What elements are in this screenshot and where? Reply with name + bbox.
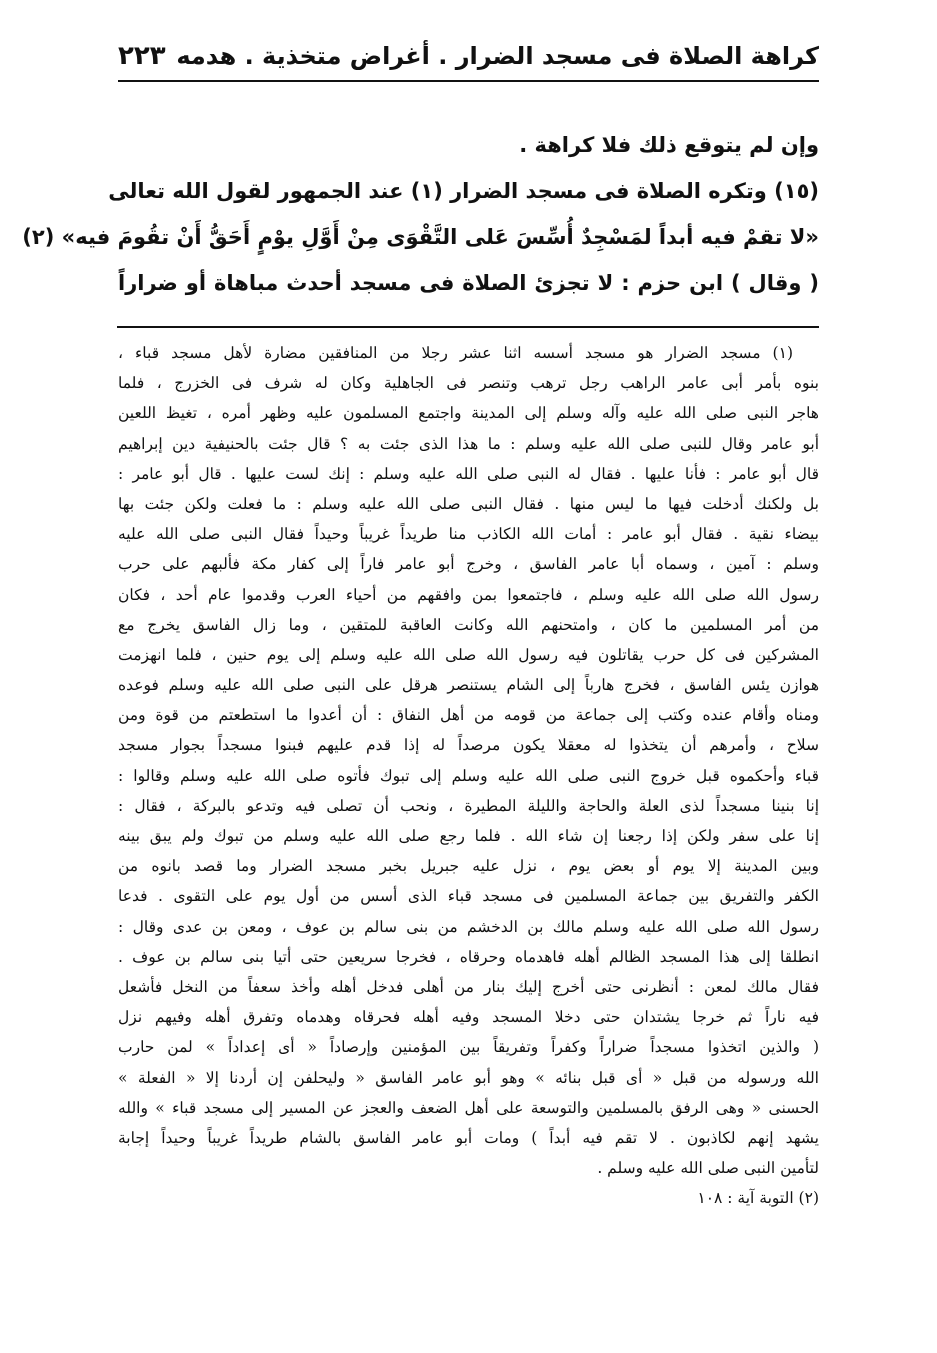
footnote-line: بيضاء نقية . فقال أبو عامر : أمات الله الكاذب منا طريداً غريباً وحيداً فقال النبى صلى الله عليه [118,525,819,544]
main-line: ( وقال ) ابن حزم : لا تجزئ الصلاة فى مسجد أحدث مباهاة أو ضراراً [118,271,819,295]
footnote-line: بل ولكنك أدخلت فيها ما ليس منها . فقال النبى صلى الله عليه وسلم : ما فعلت ولكن جئت بها [118,494,819,513]
footnote-line: فقال مالك لمعن : أنظرنى حتى أخرج إليك بنار من أهلى فدخل أهله وأخذ سعفاً من النخل فأشعل [118,977,819,996]
footnote-line: هوازن يئس الفاسق ، فخرج هارباً إلى الشام يستنصر هرقل على النبى صلى الله عليه وسلم فوعده [118,676,819,695]
footnote-line: هاجر النبى صلى الله عليه وآله وسلم إلى المدينة واجتمع المسلمون عليه وظهر أمره ، تغيظ اللعين [118,404,819,423]
footnote-line: الحسنى « وهى الرفق بالمسلمين والتوسعة على أهل الضعف والعجز عن المسير إلى مسجد قباء » والله [118,1098,819,1117]
footnotes [118,338,819,1213]
footnote-line: إنا على سفر ولكن إذا رجعنا إن شاء الله . فلما رجع صلى الله عليه وسلم من تبوك ولم يبق بينه [118,827,819,845]
footnote-line: أبو عامر وقال للنبى صلى الله عليه وسلم : ما هذا الذى جئت به ؟ قال جئت بالحنيفية دين إبراهيم [118,434,819,453]
footnote-line: لتأمين النبى صلى الله عليه وسلم . [597,1159,819,1178]
header-title: كراهة الصلاة فى مسجد الضرار . أغراض متخذية . هدمه [176,42,819,70]
footnote-line: ( والذين اتخذوا مسجداً ضراراً وكفراً وتفريقاً بين المؤمنين وإرصاداً « أى إعداداً » لمن حارب [118,1038,819,1057]
footnote-line: الله ورسوله من قبل « أى قبل بنائه » وهو أبو عامر الفاسق « وليحلفن إن أردنا إلا « الفعلة » [118,1068,819,1087]
footnote-line: الكفر والتفريق بين جماعة المسلمين فى مسجد قباء الذى أسس من أول يوم على التقوى . فدعا [118,887,819,906]
footnote-line: انطلقا إلى هذا المسجد الظالم أهله فاهدماه وحرقاه ، فخرجا سريعين حتى أتيا بنى سالم بن عوف . [118,947,819,966]
footnote-line: من أمر المسلمين ما كان ، وامتحنهم الله وكانت العاقبة للمتقين ، وما زال الفاسق يخرج مع [118,615,819,634]
footnote-line: إنا بنينا مسجداً لذى العلة والحاجة والليلة المطيرة ، ونحب أن تصلى فيه وتدعو بالبركة ، فقال : [118,796,819,815]
footnote-line: يشهد إنهم لكاذبون . لا تقم فيه أبداً ) ومات أبو عامر الفاسق بالشام طريداً غريباً وحيداً إجابة [118,1128,819,1147]
footnote-line: وبين المدينة إلا يوم أو بعض يوم ، نزل عليه جبريل بخبر مسجد الضرار وما قصد بانوه من [118,857,819,876]
footnote-line: قباء وأحكموه قبل خروج النبى صلى الله عليه وسلم إلى تبوك فأتوه صلى الله عليه وسلم وقالوا : [118,766,819,785]
running-header [118,36,819,76]
main-text [22,122,819,306]
footnote-line: وسلم : آمين ، وسماه أبا عامر الفاسق ، وخرج أبو عامر فاراً إلى كفار مكة فألبهم على حرب [118,555,819,574]
header-divider [118,80,819,82]
page-number: ٢٢٣ [118,41,166,71]
footnote-reference: (٢) التوبة آية : ١٠٨ [697,1189,819,1208]
footnote-divider [117,326,819,328]
footnote-line: بنوه بأمر أبى عامر الراهب رجل ترهب وتنصر فى الجاهلية وكان له شرف فى الخزرج ، فلما [118,374,819,393]
footnote-line: سلاح ، وأمرهم أن يتخذوا له معقلا يكون مرصداً له إذا قدم عليهم فبنوا مسجداً بجوار مسجد [118,736,819,755]
footnote-line: رسول الله صلى الله عليه وسلم مالك بن الدخشم من بنى سالم بن عوف ، ومعن بن عدى وقال : [118,917,819,936]
footnote-line: قال أبو عامر : فأنا عليها . فقال له النبى صلى الله عليه وسلم : إنك لست عليها . قال أبو عامر : [118,464,819,483]
footnote-line: رسول الله صلى الله عليه وسلم ، فاجتمعوا بمن وافقهم من أحياء العرب وقدموا عام أحد ، فكان [118,585,819,604]
footnote-line: ومناه وأقام عنده وكتب إلى جماعة من قومه من أهل النفاق : أن أعدوا ما استطعتم من قوة ومن [118,706,819,725]
main-line: (١٥) وتكره الصلاة فى مسجد الضرار (١) عند الجمهور لقول الله تعالى [108,179,819,203]
main-line: «لا تقمْ فيه أبداً لمَسْجِدٌ أُسِّسَ عَلى التَّقْوَى مِنْ أَوَّلِ يوْمٍ أَحَقُّ أَنْ تقُومَ فيه» (٢) [22,225,819,249]
footnote-line: (١) مسجد الضرار هو مسجد أسسه اثنا عشر رجلا من المنافقين مضارة لأهل مسجد قباء ، [118,344,793,362]
footnote-line: فيه ناراً ثم خرجا يشتدان حتى دخلا المسجد وفيه أهله فحرقاه وهدماه وتفرق أهله وفيهم نزل [118,1008,819,1027]
main-line: وإن لم يتوقع ذلك فلا كراهة . [519,133,819,157]
footnote-line: المشركين فى كل حرب يقاتلون فيه رسول الله صلى الله عليه وسلم إلى يوم حنين ، فلما انهزمت [118,645,819,664]
